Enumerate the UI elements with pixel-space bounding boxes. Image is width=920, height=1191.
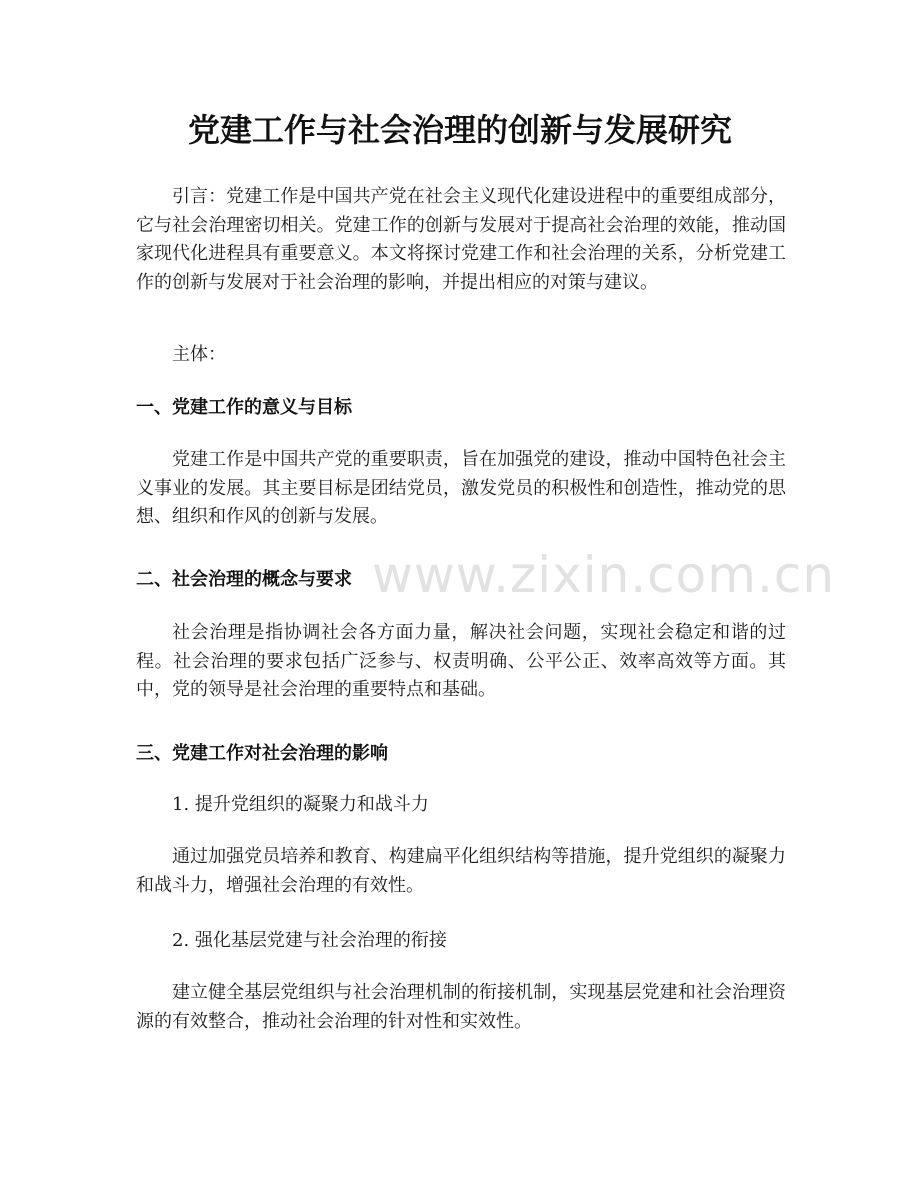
section-paragraph-2: 社会治理是指协调社会各方面力量，解决社会问题，实现社会稳定和谐的过程。社会治理的要求包括广泛参与、权责明确、公平公正、效率高效等方面。其中，党的领导是社会治理的重要特点和基础。: [136, 622, 786, 700]
subsection-paragraph-1: 通过加强党员培养和教育、构建扁平化组织结构等措施，提升党组织的凝聚力和战斗力，增强社会治理的有效性。: [136, 846, 786, 896]
section-paragraph-1: 党建工作是中国共产党的重要职责，旨在加强党的建设，推动中国特色社会主义事业的发展。其主要目标是团结党员，激发党员的积极性和创造性，推动党的思想、组织和作风的创新与发展。: [136, 449, 786, 527]
document-title: 党建工作与社会治理的创新与发展研究: [187, 111, 732, 149]
section-heading-3: 三、党建工作对社会治理的影响: [136, 743, 388, 764]
subsection-label-1: 1. 提升党组织的凝聚力和战斗力: [172, 794, 429, 815]
intro-paragraph: 引言：党建工作是中国共产党在社会主义现代化建设进程中的重要组成部分，它与社会治理密切相关。党建工作的创新与发展对于提高社会治理的效能，推动国家现代化进程具有重要意义。本文将探讨党建工作和社会治理的关系，分析党建工作的创新与发展对于社会治理的影响，并提出相应的对策与建议。: [136, 186, 786, 293]
section-heading-1: 一、党建工作的意义与目标: [136, 397, 352, 418]
main-label: 主体：: [172, 344, 226, 365]
subsection-paragraph-2: 建立健全基层党组织与社会治理机制的衔接机制，实现基层党建和社会治理资源的有效整合，推动社会治理的针对性和实效性。: [136, 982, 786, 1032]
subsection-label-2: 2. 强化基层党建与社会治理的衔接: [172, 930, 447, 951]
watermark: www.zixin.com.cn: [372, 546, 836, 604]
section-heading-2: 二、社会治理的概念与要求: [136, 569, 352, 590]
